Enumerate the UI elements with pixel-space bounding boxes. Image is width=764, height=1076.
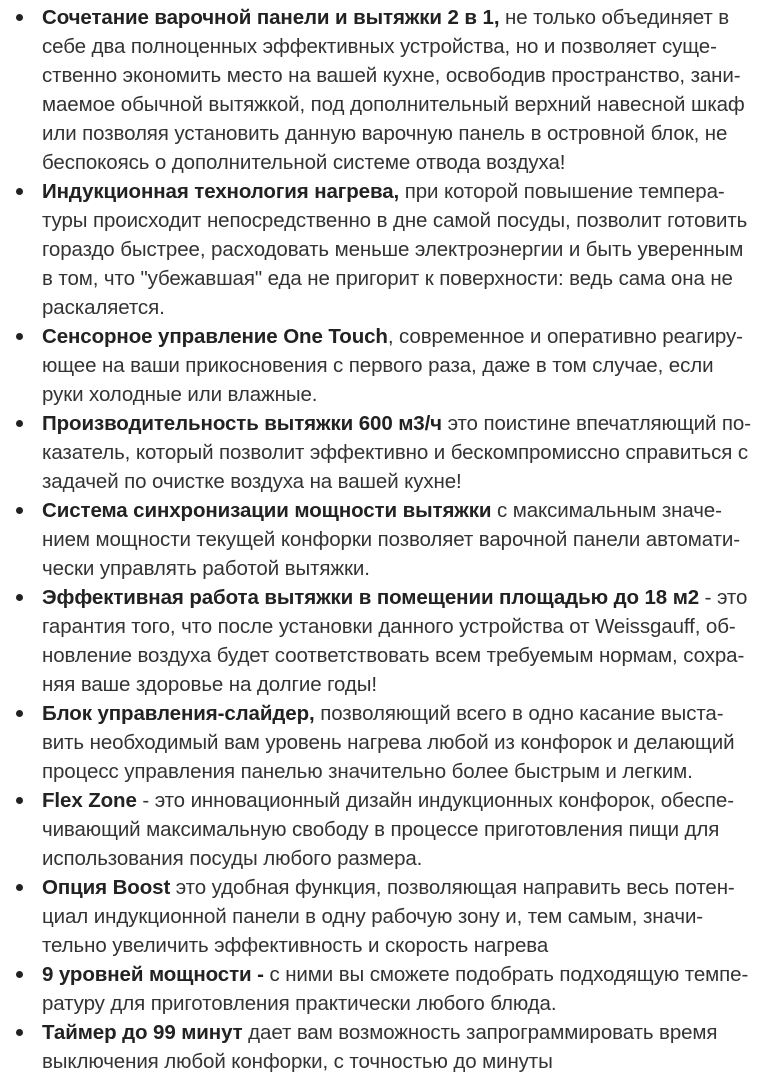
bullet-dot-icon [16, 710, 23, 717]
feature-description: задачей по очистке воздуха на вашей кухне! [42, 470, 462, 493]
text-line [42, 844, 758, 873]
feature-description: это поистине впечатляющий по- [441, 412, 751, 435]
feature-list [0, 3, 764, 1076]
text-line [42, 206, 758, 235]
feature-term: Таймер до 99 минут [42, 1021, 243, 1044]
text-line [42, 873, 758, 902]
feature-description: это удобная функция, позволяющая направить весь потен- [170, 876, 735, 899]
feature-item [0, 1018, 764, 1076]
feature-item [0, 496, 764, 583]
text-line [42, 989, 758, 1018]
feature-term: Сенсорное управление One Touch [42, 325, 388, 348]
text-line [42, 583, 758, 612]
feature-description: руки холодные или влажные. [42, 383, 318, 406]
text-line [42, 3, 758, 32]
feature-description: выключения любой конфорки, с точностью до минуты [42, 1050, 553, 1073]
feature-description: чивающий максимальную свободу в процессе приготовления пищи для [42, 818, 720, 841]
bullet-dot-icon [16, 971, 23, 978]
feature-description: циал индукционной панели в одну рабочую зону и, тем самым, значи- [42, 905, 704, 928]
feature-description: дает вам возможность запрограммировать время [242, 1021, 718, 1044]
feature-description: раскаляется. [42, 296, 165, 319]
text-line [42, 786, 758, 815]
feature-description: себе два полноценных эффективных устройства, но и позволяет суще- [42, 35, 717, 58]
text-line [42, 293, 758, 322]
text-line [42, 322, 758, 351]
feature-description: использования посуды любого размера. [42, 847, 423, 870]
text-line [42, 612, 758, 641]
text-line [42, 931, 758, 960]
text-line [42, 148, 758, 177]
feature-item [0, 3, 764, 177]
feature-term: Система синхронизации мощности вытяжки [42, 499, 492, 522]
feature-item [0, 322, 764, 409]
feature-description: , современное и оперативно реагиру- [387, 325, 743, 348]
text-line [42, 264, 758, 293]
feature-description: - это [699, 586, 748, 609]
feature-item [0, 960, 764, 1018]
text-line [42, 351, 758, 380]
bullet-dot-icon [16, 797, 23, 804]
feature-item [0, 583, 764, 699]
feature-description: в том, что "убежавшая" еда не пригорит к поверхности: ведь сама она не [42, 267, 733, 290]
text-line [42, 699, 758, 728]
text-line [42, 554, 758, 583]
feature-description: тельно увеличить эффективность и скорость нагрева [42, 934, 549, 957]
feature-description: ющее на ваши прикосновения с первого раза, даже в том случае, если [42, 354, 714, 377]
text-line [42, 467, 758, 496]
feature-description: позволяющий всего в одно касание выста- [314, 702, 724, 725]
feature-description: вить необходимый вам уровень нагрева любой из конфорок и делающий [42, 731, 735, 754]
feature-description: не только объединяет в [499, 6, 730, 29]
bullet-dot-icon [16, 884, 23, 891]
text-line [42, 757, 758, 786]
feature-description: - это инновационный дизайн индукционных конфорок, обеспе- [136, 789, 734, 812]
feature-term: Flex Zone [42, 789, 137, 812]
text-line [42, 32, 758, 61]
text-line [42, 960, 758, 989]
feature-term: Сочетание варочной панели и вытяжки 2 в 1, [42, 6, 500, 29]
bullet-dot-icon [16, 1029, 23, 1036]
bullet-dot-icon [16, 507, 23, 514]
feature-description: гарантия того, что после установки данного устройства от Weissgauff, об- [42, 615, 736, 638]
text-line [42, 177, 758, 206]
text-line [42, 61, 758, 90]
feature-item [0, 786, 764, 873]
feature-description: чески управлять работой вытяжки. [42, 557, 370, 580]
feature-term: Производительность вытяжки 600 м3/ч [42, 412, 442, 435]
feature-term: Блок управления-слайдер, [42, 702, 315, 725]
text-line [42, 670, 758, 699]
bullet-dot-icon [16, 14, 23, 21]
feature-item [0, 177, 764, 322]
text-line [42, 815, 758, 844]
feature-term: Опция Boost [42, 876, 171, 899]
bullet-dot-icon [16, 420, 23, 427]
text-line [42, 235, 758, 264]
feature-description: процесс управления панелью значительно более быстрым и легким. [42, 760, 693, 783]
text-line [42, 90, 758, 119]
text-line [42, 902, 758, 931]
feature-description: нием мощности текущей конфорки позволяет варочной панели автомати- [42, 528, 741, 551]
feature-item [0, 873, 764, 960]
feature-term: 9 уровней мощности - [42, 963, 264, 986]
feature-term: Эффективная работа вытяжки в помещении площадью до 18 м2 [42, 586, 700, 609]
text-line [42, 641, 758, 670]
feature-description: няя ваше здоровье на долгие годы! [42, 673, 377, 696]
text-line [42, 525, 758, 554]
bullet-dot-icon [16, 188, 23, 195]
feature-description: при которой повышение темпера- [399, 180, 725, 203]
feature-description: беспокоясь о дополнительной системе отвода воздуха! [42, 151, 566, 174]
feature-term: Индукционная технология нагрева, [42, 180, 400, 203]
text-line [42, 438, 758, 467]
feature-description: гораздо быстрее, расходовать меньше электроэнергии и быть уверенным [42, 238, 744, 261]
feature-description: туры происходит непосредственно в дне самой посуды, позволит готовить [42, 209, 748, 232]
text-line [42, 380, 758, 409]
text-line [42, 409, 758, 438]
feature-description: с максимальным значе- [491, 499, 722, 522]
text-line [42, 728, 758, 757]
text-line [42, 119, 758, 148]
bullet-dot-icon [16, 333, 23, 340]
feature-item [0, 409, 764, 496]
feature-description: ратуру для приготовления практически любого блюда. [42, 992, 557, 1015]
feature-description: или позволяя установить данную варочную панель в островной блок, не [42, 122, 728, 145]
feature-description: ственно экономить место на вашей кухне, освободив пространство, зани- [42, 64, 741, 87]
bullet-dot-icon [16, 594, 23, 601]
text-line [42, 496, 758, 525]
feature-description: новление воздуха будет соответствовать всем требуемым нормам, сохра- [42, 644, 745, 667]
feature-description: маемое обычной вытяжкой, под дополнительный верхний навесной шкаф [42, 93, 745, 116]
feature-description: с ними вы сможете подобрать подходящую темпе- [263, 963, 749, 986]
feature-description: казатель, который позволит эффективно и бескомпромиссно справиться с [42, 441, 748, 464]
text-line [42, 1018, 758, 1047]
feature-item [0, 699, 764, 786]
